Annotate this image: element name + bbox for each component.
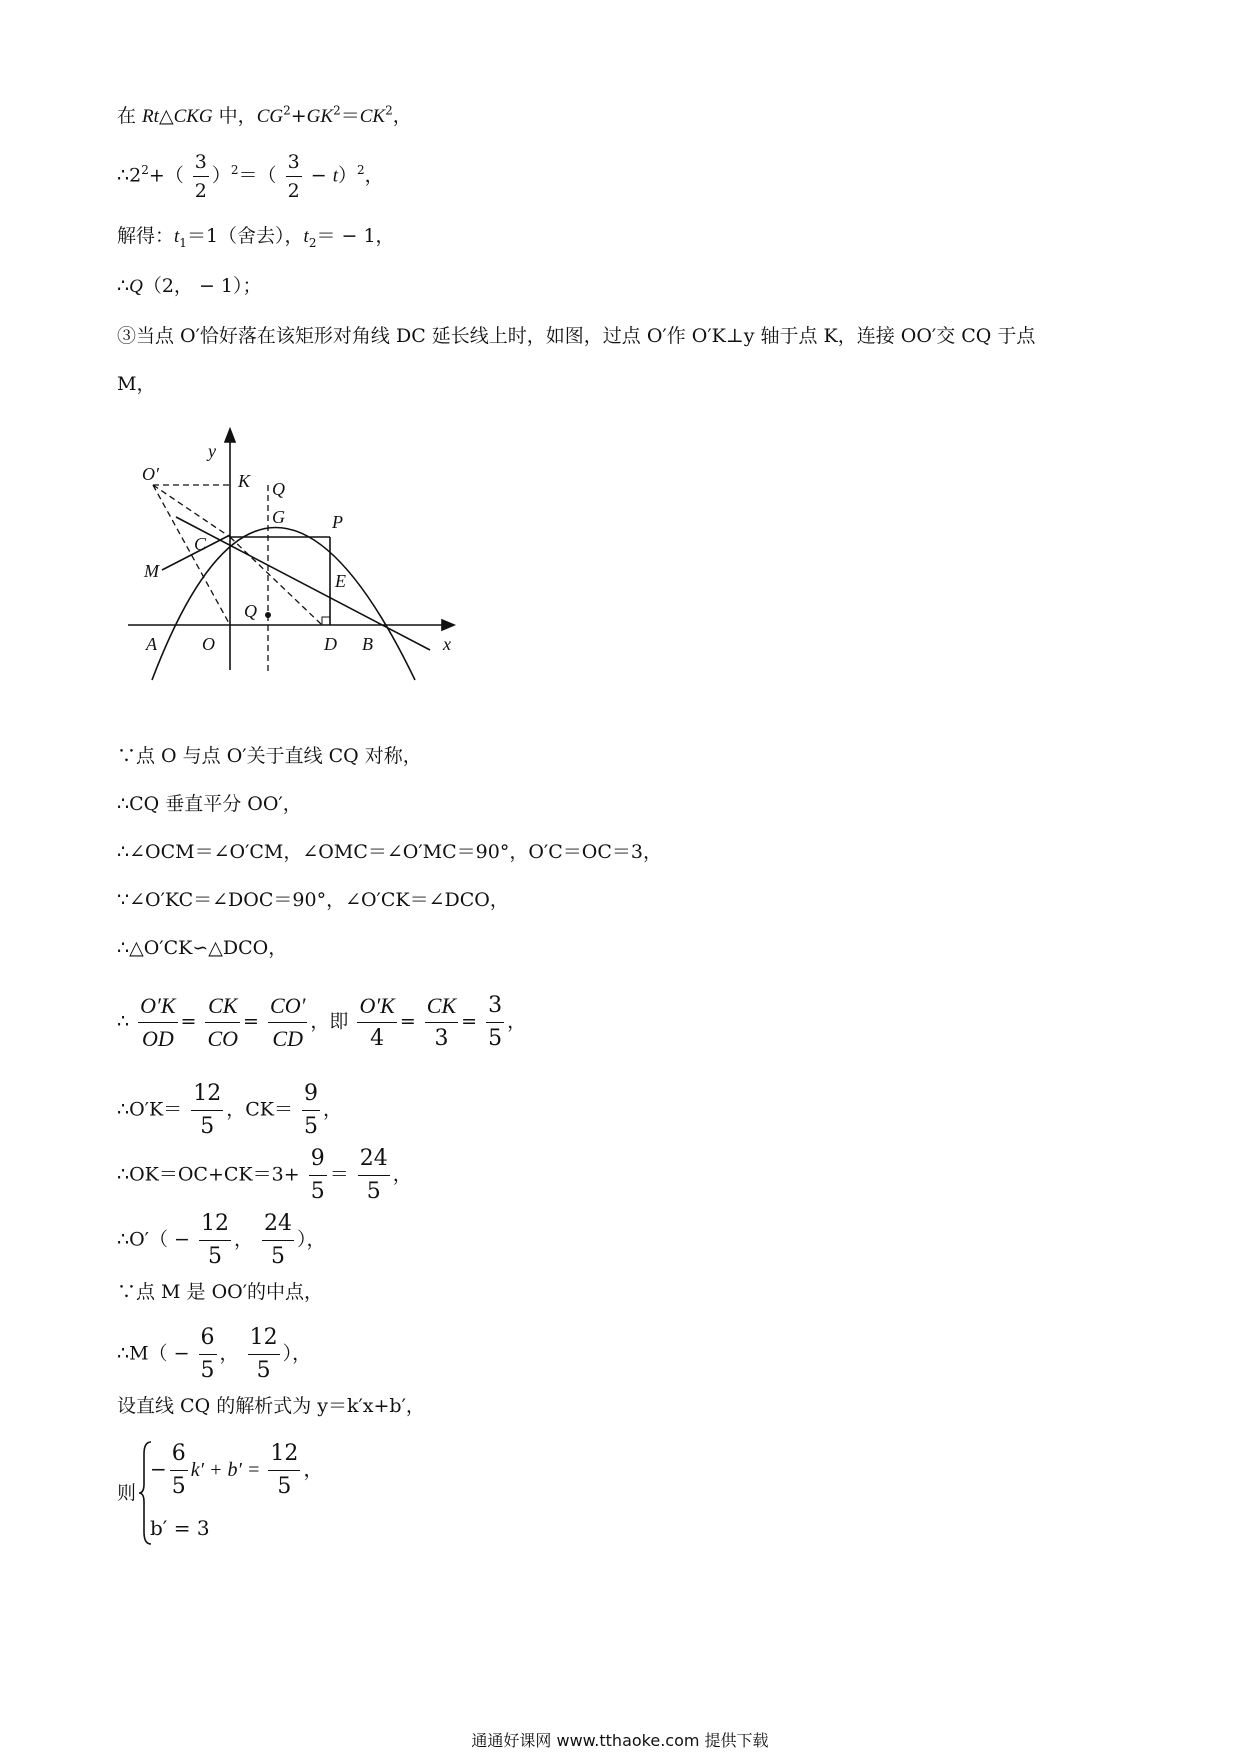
text: ， xyxy=(507,1010,527,1033)
line-ok-ck xyxy=(117,1078,342,1143)
text: t xyxy=(303,226,309,247)
text: Q xyxy=(129,276,143,297)
fraction-12-5: $\frac{12}{5}$ xyxy=(248,1322,280,1387)
line-midpoint: ∵点 M 是 OO′的中点， xyxy=(117,1281,324,1303)
label-e: E xyxy=(335,571,346,591)
y-axis-arrow-icon xyxy=(225,429,235,442)
line-symmetric: ∵点 O 与点 O′关于直线 CQ 对称， xyxy=(117,745,422,767)
fraction-9-5: $\frac{9}{5}$ xyxy=(302,1078,320,1143)
fraction-24-5: $\frac{24}{5}$ xyxy=(358,1143,390,1208)
line-q-point xyxy=(117,272,262,301)
text: ， xyxy=(233,1228,253,1251)
parabola xyxy=(152,528,415,681)
label-c: C xyxy=(194,534,207,554)
text: 在 xyxy=(117,105,143,127)
text: CG xyxy=(256,106,284,127)
fraction-3-2: $\frac{3}{2}$ xyxy=(193,148,209,205)
line-o-prime-coords xyxy=(117,1208,326,1273)
label-m: M xyxy=(144,561,159,581)
label-k: K xyxy=(238,471,251,491)
text: CK xyxy=(359,106,386,127)
fraction-ok-4: $\frac{O'K}{4}$ xyxy=(357,990,396,1055)
fraction-12-5: $\frac{12}{5}$ xyxy=(199,1208,231,1273)
text: ∴O′K＝ xyxy=(117,1098,183,1121)
text: ＝（ xyxy=(238,164,277,187)
label-g: G xyxy=(272,507,285,527)
point-q-dot xyxy=(265,612,271,618)
line-similar: ∴△O′CK∽△DCO， xyxy=(117,937,288,959)
text: CKG xyxy=(173,106,213,127)
text: ∴ xyxy=(117,275,130,297)
line-m: M， xyxy=(117,373,156,395)
label-q-top: Q xyxy=(272,479,285,499)
text: Rt xyxy=(142,106,159,127)
fraction-3-2: $\frac{3}{2}$ xyxy=(286,148,302,205)
label-x: x xyxy=(443,634,451,654)
text: ＝ xyxy=(329,1163,349,1186)
fraction-ck-3: $\frac{CK}{3}$ xyxy=(425,990,458,1055)
fraction-12-5: $\frac{12}{5}$ xyxy=(191,1078,223,1143)
text: 中， xyxy=(212,105,257,127)
label-a: A xyxy=(146,634,157,654)
line-rt-triangle: 在 Rt△CKG 中，$CG^2+GK^2=CK^2$， xyxy=(117,103,412,127)
text: ∴ xyxy=(117,1010,130,1033)
footer: 通通好课网 www.tthaoke.com 提供下载 xyxy=(471,1731,769,1750)
label-y: y xyxy=(208,441,216,461)
line-perpendicular-bisector: ∴CQ 垂直平分 OO′， xyxy=(117,793,302,815)
text: ＝ − 1， xyxy=(316,225,395,247)
text: t xyxy=(332,165,338,187)
text: ∴M（ − xyxy=(117,1342,196,1365)
fraction-12-5: $\frac{12}{5}$ xyxy=(268,1438,300,1503)
fraction-ck-co: $\frac{CK}{CO}$ xyxy=(205,990,240,1055)
x-axis-arrow-icon xyxy=(442,620,454,630)
label-o-prime: O′ xyxy=(142,464,159,484)
system-row-2: b′ = 3 xyxy=(150,1516,210,1540)
fraction-9-5: $\frac{9}{5}$ xyxy=(309,1143,327,1208)
text: t xyxy=(174,226,180,247)
line-set-line: 设直线 CQ 的解析式为 y＝k′x+b′， xyxy=(117,1395,425,1417)
label-p: P xyxy=(332,512,343,532)
line-ratio: ∴ $\frac{O'K}{OD}$ = $\frac{CK}{CO}$ = $\frac{CO'}{CD}$ ，即 $\frac{O'K}{4}$ = $\frac{CK}{3}$ = $\frac{3}{5}$ ， xyxy=(117,990,526,1055)
text: GK xyxy=(306,106,334,127)
text: ∴OK＝OC+CK＝3+ xyxy=(117,1163,300,1186)
line-solve: 解得：$t_1=1$（舍去），$t_2= - 1$， xyxy=(117,225,395,250)
dashed-o-prime-c xyxy=(153,485,230,537)
text: − xyxy=(304,164,333,187)
text: ，即 xyxy=(310,1010,349,1033)
text: ， xyxy=(323,1098,343,1121)
text: ） xyxy=(337,164,357,187)
text: ， xyxy=(392,1163,412,1186)
line-angles: ∴∠OCM＝∠O′CM，∠OMC＝∠O′MC＝90°，O′C＝OC＝3， xyxy=(117,841,662,863)
line-equation-t: $\therefore 2^2+$（ $\frac{3}{2}$ ）$^2$＝（ $\frac{3}{2}$ − t）$^2$， xyxy=(117,148,384,205)
system-label: 则 xyxy=(117,1482,137,1504)
system-row-1: − $\frac{6}{5}$ k′ + b′ = $\frac{12}{5}$ ， xyxy=(150,1438,323,1503)
label-d: D xyxy=(324,634,337,654)
fraction-24-5: $\frac{24}{5}$ xyxy=(262,1208,294,1273)
text: △ xyxy=(158,105,174,127)
text: ）， xyxy=(297,1228,326,1251)
text: ∴2 xyxy=(117,164,142,187)
geometry-diagram xyxy=(118,425,468,685)
text: ， xyxy=(303,1457,324,1481)
line-m-coords xyxy=(117,1322,311,1387)
text: ∴O′（ − xyxy=(117,1228,196,1251)
line-case3: ③当点 O′恰好落在该矩形对角线 DC 延长线上时，如图，过点 O′作 O′K⊥y 轴于点 K，连接 OO′交 CQ 于点 xyxy=(117,325,1036,347)
text: 解得： xyxy=(117,225,175,247)
text: ＝1（舍去）， xyxy=(186,225,304,247)
fraction-6-5: $\frac{6}{5}$ xyxy=(199,1322,217,1387)
text: （2， − 1）； xyxy=(142,275,262,297)
text: ， xyxy=(392,105,412,127)
fraction-6-5: $\frac{6}{5}$ xyxy=(170,1438,188,1503)
fraction-co-cd: $\frac{CO'}{CD}$ xyxy=(268,990,307,1055)
fraction-3-5: $\frac{3}{5}$ xyxy=(486,990,504,1055)
label-b: B xyxy=(362,634,373,654)
text: ）， xyxy=(282,1342,312,1365)
label-q-low: Q xyxy=(244,601,257,621)
text: ， xyxy=(219,1342,239,1365)
text: ，CK＝ xyxy=(226,1098,293,1121)
line-right-angles: ∵∠O′KC＝∠DOC＝90°，∠O′CK＝∠DCO， xyxy=(117,889,509,911)
line-ok-sum xyxy=(117,1143,412,1208)
text: k′ + b′ = xyxy=(190,1459,266,1481)
right-angle-mark xyxy=(322,617,330,625)
text: ） xyxy=(211,164,231,187)
label-o: O xyxy=(202,634,215,654)
fraction-ok-od: $\frac{O'K}{OD}$ xyxy=(138,990,177,1055)
text: +（ xyxy=(148,164,184,187)
